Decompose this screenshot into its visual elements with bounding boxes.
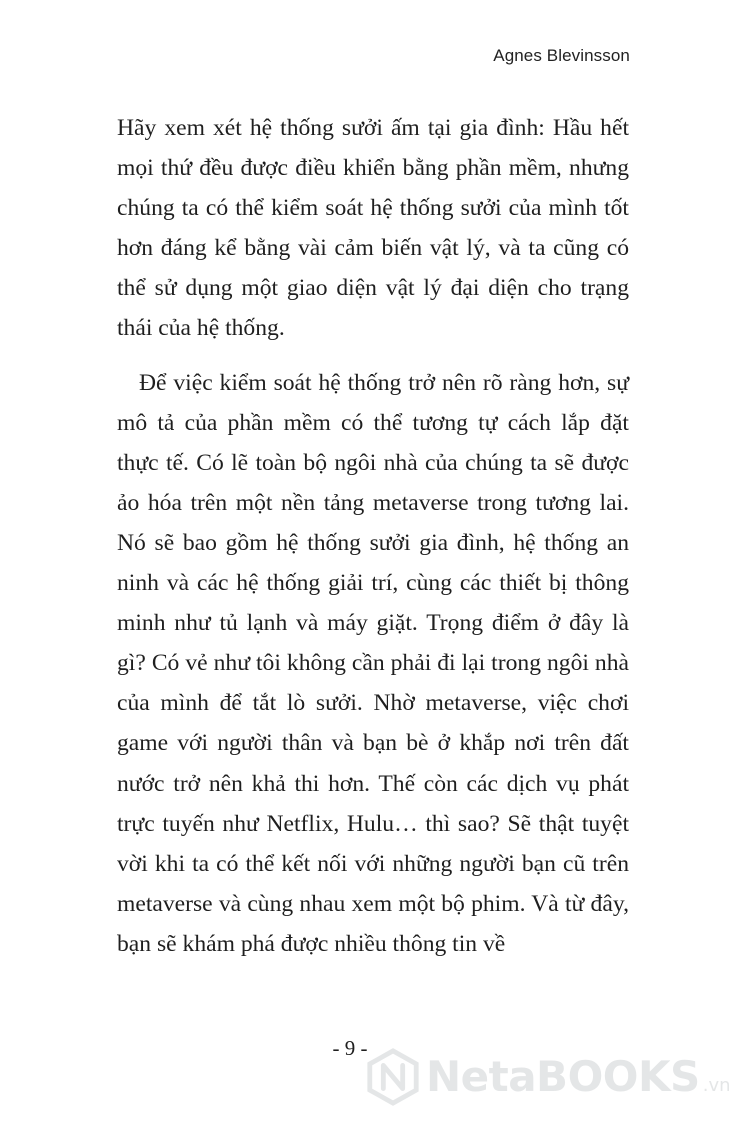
- netabooks-logo-icon: [364, 1048, 422, 1106]
- watermark-suffix: .vn: [702, 1075, 731, 1096]
- watermark-brand: NetaBOOKS: [426, 1052, 700, 1101]
- running-header-author: Agnes Blevinsson: [493, 46, 630, 65]
- page-number: - 9 -: [332, 1036, 368, 1060]
- paragraph-1: Hãy xem xét hệ thống sưởi ấm tại gia đình: Hầu hết mọi thứ đều được điều khiển bằng phần mềm, nhưng chúng ta có thể kiểm soát hệ thống sưởi của mình tốt hơn đáng kể bằng vài cảm biến vật lý, và ta cũng có thể sử dụng một giao diện vật lý đại diện cho trạng thái của hệ thống.: [117, 115, 629, 342]
- watermark: [364, 1046, 731, 1108]
- body-text: [117, 108, 629, 964]
- paragraph-2: Để việc kiểm soát hệ thống trở nên rõ ràng hơn, sự mô tả của phần mềm có thể tương tự cách lắp đặt thực tế. Có lẽ toàn bộ ngôi nhà của chúng ta sẽ được ảo hóa trên một nền tảng metaverse trong tương lai. Nó sẽ bao gồm hệ thống sưởi gia đình, hệ thống an ninh và các hệ thống giải trí, cùng các thiết bị thông minh như tủ lạnh và máy giặt. Trọng điểm ở đây là gì? Có vẻ như tôi không cần phải đi lại trong ngôi nhà của mình để tắt lò sưởi. Nhờ metaverse, việc chơi game với người thân và bạn bè ở khắp nơi trên đất nước trở nên khả thi hơn. Thế còn các dịch vụ phát trực tuyến như Netflix, Hulu… thì sao? Sẽ thật tuyệt vời khi ta có thể kết nối với những người bạn cũ trên metaverse và cùng nhau xem một bộ phim. Và từ đây, bạn sẽ khám phá được nhiều thông tin về: [117, 369, 629, 957]
